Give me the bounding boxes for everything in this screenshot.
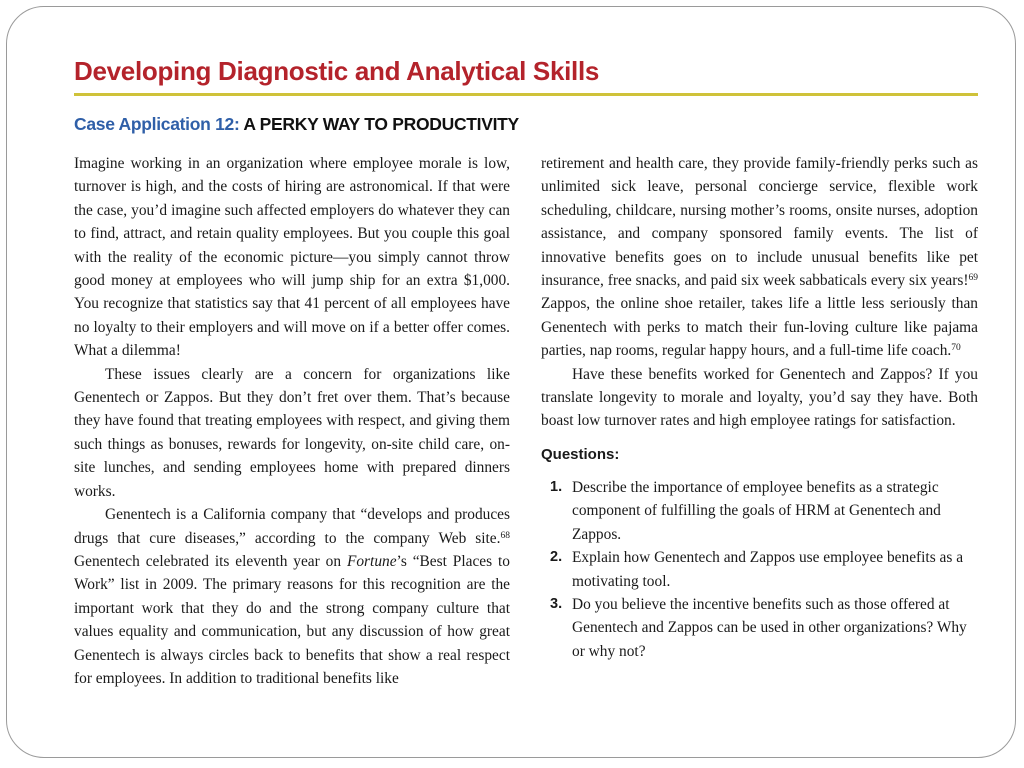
questions-heading: Questions: [541, 445, 620, 463]
zappos-text: Zappos, the online shoe retailer, takes life a little less seriously than Genentech with perks to match their fun-loving culture like pajama parties, nap rooms, regular happy hours, and a full-time life coach. [541, 295, 978, 360]
question-text: Explain how Genentech and Zappos use employee benefits as a motivating tool. [572, 549, 964, 590]
case-heading [74, 114, 519, 135]
question-number: 1. [550, 478, 563, 495]
question-number: 2. [550, 549, 563, 566]
left-column [74, 152, 510, 690]
question-2 [541, 546, 978, 593]
footnote-ref-69: 69 [968, 273, 978, 284]
footnote-ref-70: 70 [951, 343, 961, 354]
section-title: Developing Diagnostic and Analytical Skills [74, 56, 600, 86]
paragraph-perks-continued [541, 152, 978, 363]
title-divider [74, 93, 978, 96]
question-number: 3. [550, 595, 563, 612]
question-3 [541, 593, 978, 663]
footnote-ref-68: 68 [500, 530, 510, 541]
genentech-text-a: Genentech is a California company that “develops and produces drugs that cure diseases,” according to the company Web site. [74, 506, 510, 547]
textbook-page [74, 52, 980, 702]
question-1 [541, 476, 978, 546]
question-text: Do you believe the incentive benefits such as those offered at Genentech and Zappos can be used in other organizations? Why or why not? [572, 595, 967, 660]
case-title: A PERKY WAY TO PRODUCTIVITY [243, 114, 519, 134]
paragraph-results: Have these benefits worked for Genentech and Zappos? If you translate longevity to morale and loyalty, you’d say they have. Both boast low turnover rates and high employee ratings for satisfaction. [541, 365, 978, 430]
right-column [541, 152, 978, 663]
genentech-text-c: ’s “Best Places to Work” list in 2009. The primary reasons for this recognition are the important work that they do and the strong company culture that values equality and communication, but any discussion of how great Genentech is always circles back to benefits that show a real respect for employees. In addition to traditional benefits like [74, 552, 510, 687]
genentech-text-b: Genentech celebrated its eleventh year on [74, 552, 347, 570]
paragraph-issues: These issues clearly are a concern for organizations like Genentech or Zappos. But they don’t fret over them. That’s because they have found that treating employees with respect, and giving them such things as bonuses, rewards for longevity, on-site child care, on-site lunches, and sending employees home with prepared dinners works. [74, 365, 510, 500]
paragraph-intro: Imagine working in an organization where employee morale is low, turnover is high, and the costs of hiring are astronomical. If that were the case, you’d imagine such affected employers do whatever they can to find, attract, and retain quality employees. But you couple this goal with the reality of the economic picture—you simply cannot throw good money at employees who will jump ship for an extra $1,000. You recognize that statistics say that 41 percent of all employees have no loyalty to their employers and will move on if a better offer comes. What a dilemma! [74, 155, 510, 360]
question-text: Describe the importance of employee benefits as a strategic component of fulfilling the goals of HRM at Genentech and Zappos. [572, 478, 941, 543]
fortune-title: Fortune [346, 552, 397, 570]
case-label: Case Application 12: [74, 114, 240, 134]
questions-list [541, 476, 978, 663]
perks-text: retirement and health care, they provide family-friendly perks such as unlimited sick leave, personal concierge service, flexible work scheduling, childcare, nursing mother’s rooms, onsite nurses, adoption assistance, and company sponsored family events. The list of innovative benefits goes on to include unusual benefits like pet insurance, free snacks, and paid six week sabbaticals every six years! [541, 155, 978, 290]
paragraph-genentech [74, 503, 510, 690]
